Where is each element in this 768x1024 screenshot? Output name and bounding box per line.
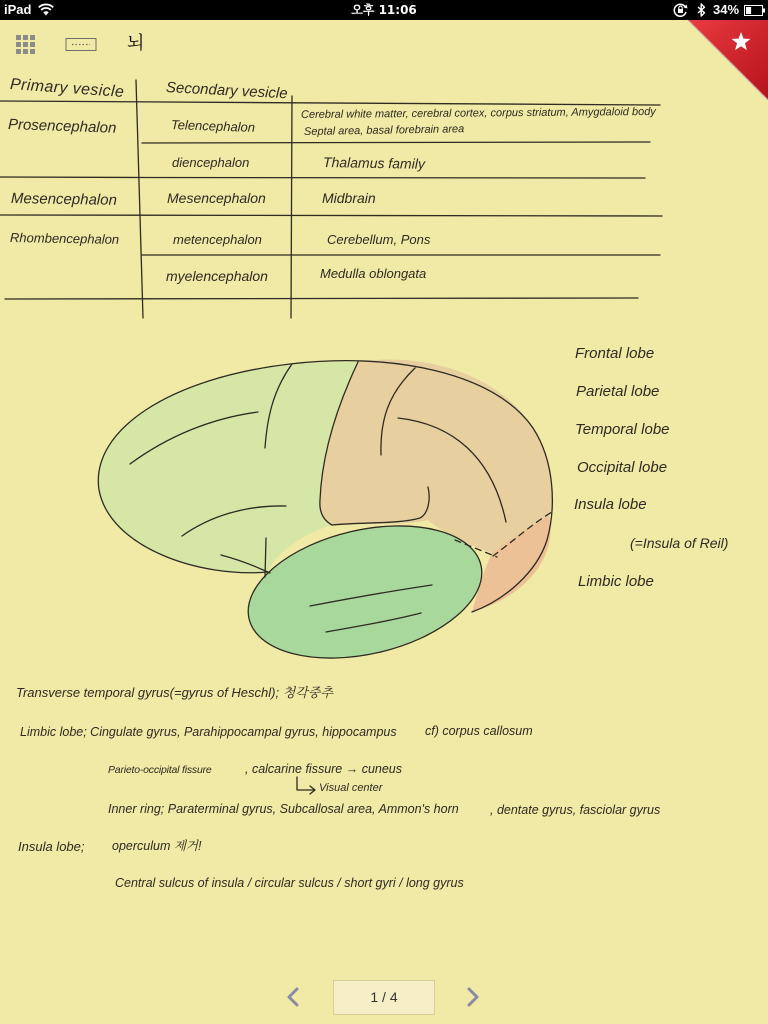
table-derivative-cell: Thalamus family <box>322 154 426 172</box>
battery-icon <box>744 5 766 16</box>
table-primary-cell: Prosencephalon <box>7 116 117 137</box>
table-header-secondary: Secondary vesicle <box>165 79 289 103</box>
note-line: Transverse temporal gyrus(=gyrus of Heschl); 청각중추 <box>16 685 333 700</box>
table-derivative-cell: Medulla oblongata <box>320 266 427 281</box>
chevron-right-icon <box>464 986 482 1008</box>
lobe-label: Temporal lobe <box>575 421 670 438</box>
table-column-line <box>291 96 292 318</box>
table-secondary-cell: Mesencephalon <box>167 190 266 206</box>
table-primary-cell: Rhombencephalon <box>9 230 120 247</box>
page-view-icon <box>65 37 97 53</box>
lobe-label: Limbic lobe <box>578 573 654 590</box>
lobe-label: Insula lobe <box>574 496 647 513</box>
table-rule-line <box>5 298 638 299</box>
chevron-left-icon <box>284 986 302 1008</box>
bookmark-star-icon <box>688 20 768 100</box>
note-line: , dentate gyrus, fasciolar gyrus <box>490 803 661 817</box>
bookmark-ribbon[interactable] <box>688 20 768 100</box>
device-name: iPad <box>4 2 32 17</box>
table-secondary-cell: myelencephalon <box>166 268 268 284</box>
page-view-button[interactable] <box>65 37 97 53</box>
note-line: Limbic lobe; Cingulate gyrus, Parahippocampal gyrus, hippocampus <box>20 725 397 739</box>
table-derivative-cell: Cerebellum, Pons <box>327 232 431 247</box>
table-secondary-cell: diencephalon <box>172 155 250 170</box>
note-line: Insula lobe; <box>18 839 85 854</box>
lobe-label: (=Insula of Reil) <box>630 535 729 551</box>
battery-percentage: 34% <box>713 2 740 17</box>
previous-page-button[interactable] <box>284 986 302 1008</box>
hook-arrow-icon <box>297 777 315 794</box>
lobe-label: Parietal lobe <box>576 383 660 400</box>
note-line: Parieto-occipital fissure <box>108 764 212 776</box>
table-derivative-cell: Septal area, basal forebrain area <box>303 123 465 138</box>
table-rule-line <box>142 142 650 143</box>
table-primary-cell: Mesencephalon <box>10 190 118 209</box>
status-bar <box>0 0 768 20</box>
table-header-primary: Primary vesicle <box>9 76 125 101</box>
table-rule-line <box>0 215 662 216</box>
table-secondary-cell: Telencephalon <box>170 117 256 135</box>
note-line: operculum 제거! <box>112 839 202 853</box>
clock: 오후 11:06 <box>351 3 417 17</box>
table-rule-line <box>0 101 660 105</box>
note-line: Visual center <box>319 782 383 794</box>
notebook-grid-button[interactable] <box>15 34 37 56</box>
next-page-button[interactable] <box>464 986 482 1008</box>
note-line: , calcarine fissure → cuneus <box>245 762 403 776</box>
table-derivative-cell: Midbrain <box>322 190 376 206</box>
rotation-lock-icon <box>673 3 688 17</box>
note-title: 뇌 <box>127 33 145 54</box>
note-line: Central sulcus of insula / circular sulcus / short gyri / long gyrus <box>115 876 464 890</box>
note-line: cf) corpus callosum <box>425 724 533 738</box>
grid-icon <box>15 34 37 56</box>
table-secondary-cell: metencephalon <box>173 232 262 247</box>
table-derivative-cell: Cerebral white matter, cerebral cortex, corpus striatum, Amygdaloid body <box>300 105 656 121</box>
lobe-label: Occipital lobe <box>577 459 668 476</box>
lobe-label: Frontal lobe <box>575 345 655 362</box>
battery-level-fill <box>746 7 751 14</box>
page-indicator[interactable]: 1 / 4 <box>333 980 435 1015</box>
bluetooth-icon <box>697 3 706 17</box>
table-column-line <box>136 80 143 318</box>
table-rule-line <box>0 177 645 178</box>
note-line: Inner ring; Paraterminal gyrus, Subcallosal area, Ammon's horn <box>108 802 459 816</box>
